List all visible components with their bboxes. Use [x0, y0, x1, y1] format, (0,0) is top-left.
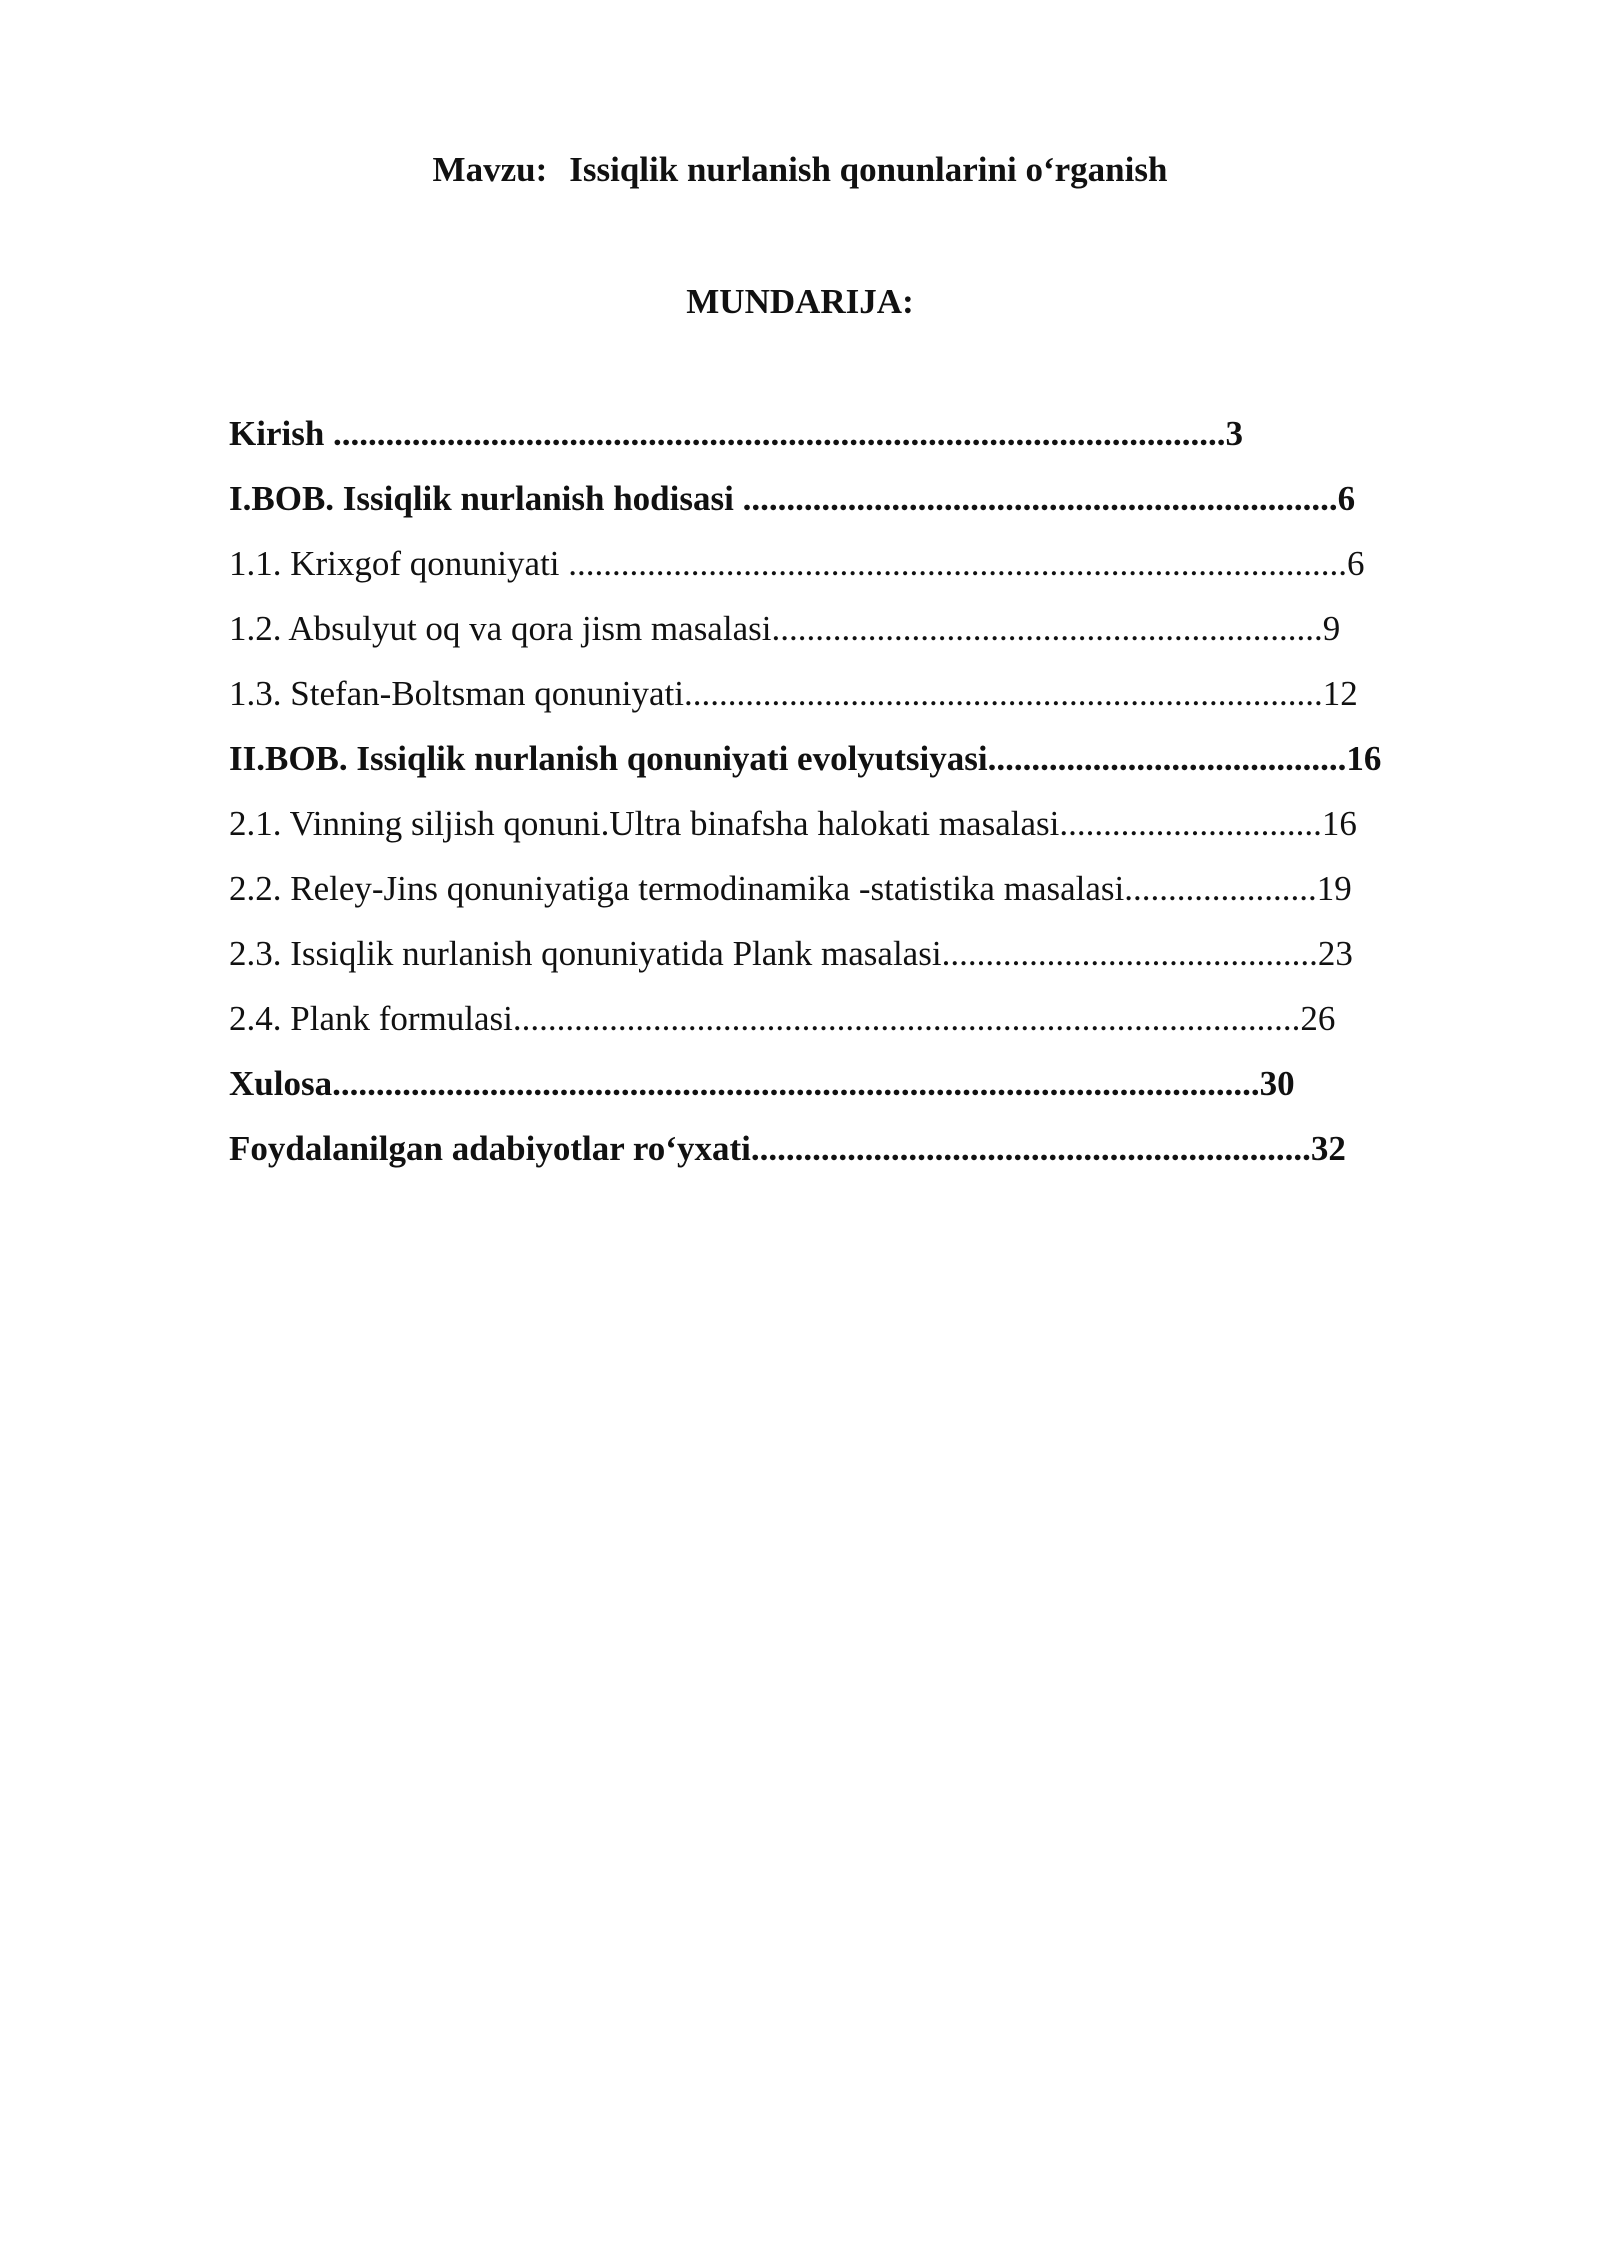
toc-entry-page: 32: [1310, 1129, 1346, 1168]
contents-heading: MUNDARIJA:: [686, 282, 914, 321]
toc-entry: [229, 1125, 1381, 1190]
table-of-contents: [229, 410, 1381, 1190]
toc-entry-title: I.BOB. Issiqlik nurlanish hodisasi: [229, 479, 743, 518]
toc-entry-leader: ...............................................................: [771, 609, 1323, 648]
topic-label: Mavzu:: [432, 150, 548, 189]
toc-entry-title: 1.1. Krixgof qonuniyati: [229, 544, 569, 583]
toc-entry: [229, 605, 1381, 670]
toc-entry-leader: ......................................................................................................: [333, 414, 1226, 453]
toc-entry: [229, 475, 1381, 540]
toc-entry: [229, 865, 1381, 930]
toc-entry-page: 6: [1347, 544, 1365, 583]
topic-title: Issiqlik nurlanish qonunlarini o‘rganish: [569, 150, 1168, 189]
toc-entry-page: 19: [1316, 869, 1352, 908]
toc-entry-leader: .........................................................................: [683, 674, 1323, 713]
toc-entry-leader: ..........................................................................................................: [332, 1064, 1260, 1103]
toc-entry: [229, 995, 1381, 1060]
toc-entry-title: Foydalanilgan adabiyotlar ro‘yxati: [229, 1129, 751, 1168]
toc-entry-title: 2.4. Plank formulasi: [229, 999, 513, 1038]
toc-entry-page: 16: [1321, 804, 1357, 843]
toc-entry-leader: ................................................................: [750, 1129, 1311, 1168]
toc-entry-page: 30: [1259, 1064, 1295, 1103]
toc-entry-page: 9: [1322, 609, 1341, 648]
toc-entry-page: 26: [1300, 999, 1336, 1038]
toc-entry-leader: ....................................................................: [742, 479, 1338, 518]
toc-entry: [229, 540, 1381, 605]
toc-entry-leader: ..............................: [1059, 804, 1322, 843]
toc-entry-title: 2.1. Vinning siljish qonuni.Ultra binafsha halokati masalasi: [229, 804, 1060, 843]
toc-entry: [229, 1060, 1381, 1125]
toc-entry: [229, 735, 1381, 800]
toc-entry-leader: .........................................................................................: [568, 544, 1348, 583]
toc-entry-title: 1.3. Stefan-Boltsman qonuniyati: [229, 674, 684, 713]
toc-entry-title: Xulosa: [229, 1064, 333, 1103]
toc-entry-page: 6: [1337, 479, 1356, 518]
toc-entry-page: 3: [1225, 414, 1244, 453]
toc-entry-title: 1.2. Absulyut oq va qora jism masalasi: [229, 609, 772, 648]
toc-entry-leader: ......................: [1124, 869, 1317, 908]
toc-entry-page: 23: [1317, 934, 1353, 973]
toc-entry: [229, 410, 1381, 475]
toc-entry-title: Kirish: [229, 414, 334, 453]
toc-entry: [229, 800, 1381, 865]
toc-entry-leader: ...........................................: [941, 934, 1318, 973]
toc-entry-leader: ..........................................................................................: [512, 999, 1301, 1038]
toc-entry-title: II.BOB. Issiqlik nurlanish qonuniyati evolyutsiyasi: [229, 739, 988, 778]
toc-entry-title: 2.2. Reley-Jins qonuniyatiga termodinamika -statistika masalasi: [229, 869, 1125, 908]
toc-entry: [229, 930, 1381, 995]
toc-entry-title: 2.3. Issiqlik nurlanish qonuniyatida Plank masalasi: [229, 934, 942, 973]
toc-entry-page: 16: [1346, 739, 1382, 778]
topic-line: [0, 150, 1600, 190]
toc-entry-leader: .........................................: [987, 739, 1347, 778]
toc-entry: [229, 670, 1381, 735]
toc-entry-page: 12: [1322, 674, 1358, 713]
